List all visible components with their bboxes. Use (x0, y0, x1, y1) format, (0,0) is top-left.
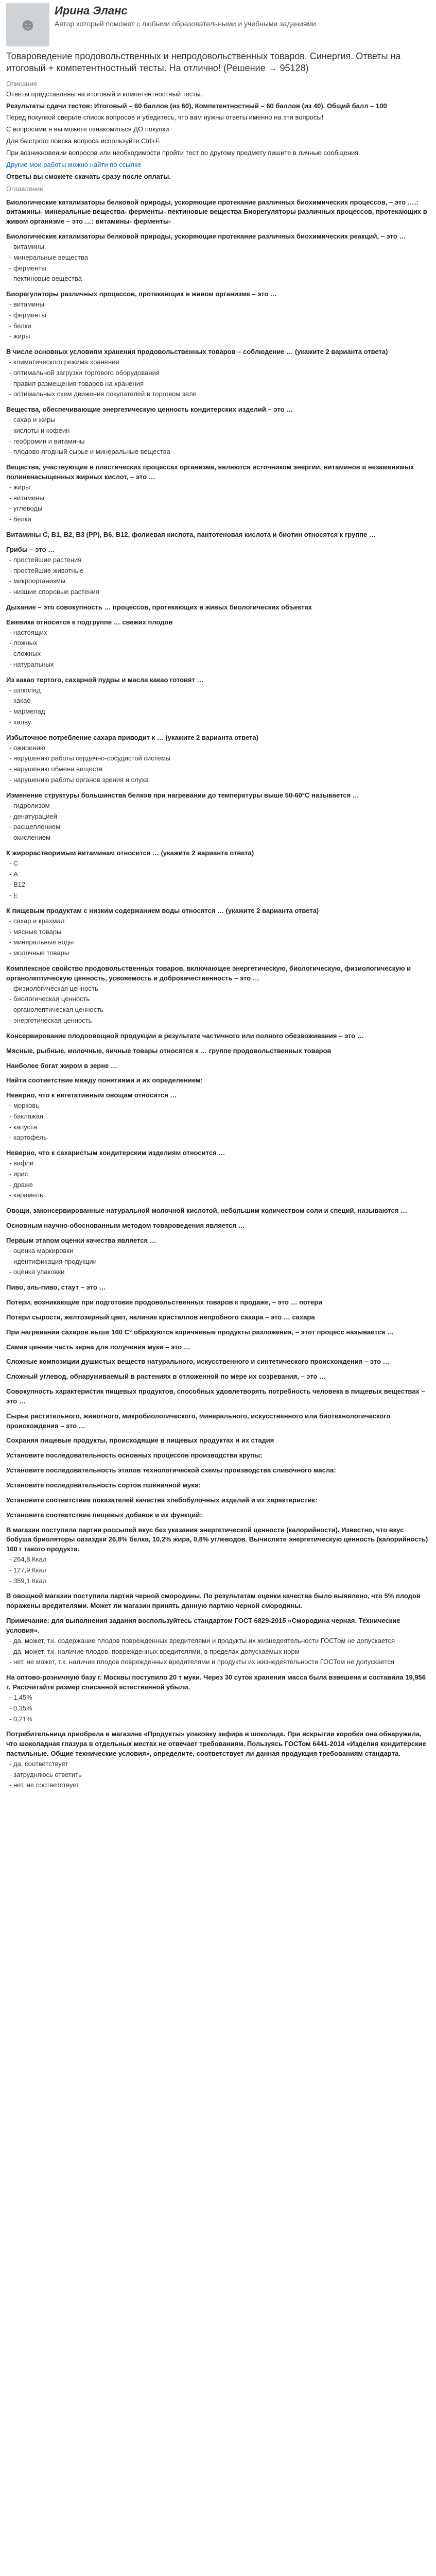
question-block (6, 1091, 430, 1143)
answer-option: - ожирению (6, 743, 430, 754)
question-text: Установите последовательность сортов пшеничной муки: (6, 1481, 201, 1489)
question-text: Установите соответствие показателей качества хлебобулочных изделий и их характеристик: (6, 1496, 318, 1504)
answer-option: - да, может, т.к. наличие плодов, поврежденных вредителями, в пределах допускаемых норм (6, 1647, 430, 1657)
question-text: Установите соответствие пищевых добавок и их функций: (6, 1511, 202, 1519)
answer-option: - жиры (6, 331, 430, 342)
answer-option: - нет, не соответствует (6, 1780, 430, 1791)
answer-option: - Е (6, 890, 430, 901)
answer-option: - энергетическая ценность (6, 1015, 430, 1026)
answer-option: - жиры (6, 482, 430, 493)
answer-option: - баклажан (6, 1111, 430, 1122)
question-text: Консервирование плодоовощной продукции в результате частичного или полного обезвоживания – это … (6, 1031, 364, 1040)
question-block (6, 232, 430, 284)
question-text: Установите последовательность основных процессов производства крупы: (6, 1451, 263, 1460)
question-text: Изменение структуры большинства белков при нагревании до температуры выше 50-60°С называется … (6, 791, 359, 799)
answer-option: - карамель (6, 1190, 430, 1201)
avatar[interactable]: ☻ (6, 3, 49, 46)
question-block (6, 198, 430, 227)
answer-option: - да, может, т.к. содержание плодов поврежденных вредителями и продукты их жизнедеятельности ГОСТом не допускается (6, 1636, 430, 1647)
answer-option: - биологическая ценность (6, 994, 430, 1005)
answer-option: - 127,9 Ккал (6, 1565, 430, 1576)
author-name[interactable]: Ирина Эланс (55, 4, 128, 17)
question-block (6, 1372, 430, 1382)
question-text: Примечание: для выполнения задания воспользуйтесь стандартом ГОСТ 6829-2015 «Смородина черная. Технические условия». (6, 1617, 400, 1634)
question-text: На оптово-розничную базу г. Москвы поступило 20 т муки. Через 30 суток хранения масса была взвешена и составила 19,956 т. Рассчитайте размер списанной естественной убыли. (6, 1673, 426, 1691)
question-text: К пищевым продуктам с низким содержанием воды относятся … (укажите 2 варианта ответа) (6, 906, 319, 914)
question-block (6, 1511, 430, 1520)
answer-option: - драже (6, 1180, 430, 1191)
question-text: Неверно, что к вегетативным овощам относится … (6, 1091, 177, 1099)
question-text: При нагревании сахаров выше 160 С° образуются коричневые продукты разложения, – этот процесс называется … (6, 1328, 394, 1336)
answer-option: - гидролизом (6, 801, 430, 811)
answer-option: - капуста (6, 1122, 430, 1133)
intro-line: Результаты сдачи тестов: Итоговый – 60 баллов (из 60), Компетентностный – 60 баллов (из 40). Общий балл – 100 (6, 101, 387, 110)
question-text: Установите последовательность этапов технологической схемы производства сливочного масла: (6, 1466, 336, 1475)
question-text: Сложный углевод, обнаруживаемый в растениях в отложенной по мере их созревания, – это … (6, 1372, 326, 1381)
answer-option: - белки (6, 514, 430, 525)
question-block (6, 1206, 430, 1216)
question-block (6, 1673, 430, 1724)
answer-option: - да, соответствует (6, 1759, 430, 1770)
question-block (6, 1328, 430, 1337)
answer-option: - ирис (6, 1169, 430, 1180)
answer-option: - шоколад (6, 685, 430, 696)
question-block (6, 1046, 430, 1056)
question-text: Сохраняя пищевые продукты, происходящие в пищевых продуктах и их стадия (6, 1436, 274, 1445)
description-label: Описание (6, 79, 37, 88)
question-text: Избыточное потребление сахара приводит к … (укажите 2 варианта ответа) (6, 733, 258, 741)
intro-line: При возникновении вопросов или необходимости пройти тест по другому предмету пишите в личные сообщения (6, 149, 359, 157)
question-block (6, 964, 430, 1026)
question-block (6, 1357, 430, 1367)
answer-option: - 0,21% (6, 1714, 430, 1725)
answer-option: - оценка упаковки (6, 1267, 430, 1278)
answer-option: - сахар и жиры (6, 415, 430, 426)
question-text: В овощной магазин поступила партия черной смородины. По результатам оценки качества было выявлено, что 5% плодов поражены вредителями. Может ли магазин принять данную партию черной смородины. (6, 1592, 421, 1610)
question-block (6, 1298, 430, 1308)
question-text: Потребительница приобрела в магазине «Продукты» упаковку зефира в шоколаде. При вскрытии коробки она обнаружила, что шоколадная глазура в отдельных местах не отвечает требованиям. Пользуясь ГОСТом 6441-2014 «Изделия кондитерские пастильные. Общие технические условия», определите, соответствует ли данная продукция требованиям стандарта. (6, 1730, 426, 1757)
question-block (6, 1076, 430, 1086)
answer-option: - В12 (6, 879, 430, 890)
questions-list (6, 198, 430, 1791)
answer-option: - мясные товары (6, 927, 430, 938)
answer-option: - 264,8 Ккал (6, 1554, 430, 1565)
question-block (6, 1343, 430, 1352)
answer-option: - витамины (6, 493, 430, 504)
question-block (6, 545, 430, 598)
question-block (6, 849, 430, 901)
answer-option: - настоящих (6, 628, 430, 638)
answer-option: - расщеплением (6, 822, 430, 833)
question-block (6, 1061, 430, 1071)
question-text: Пиво, эль-пиво, стаут – это … (6, 1283, 106, 1292)
intro-line: Ответы вы сможете скачать сразу после оплаты. (6, 172, 171, 180)
question-block (6, 1031, 430, 1041)
question-text: Из какао тертого, сахарной пудры и масла какао готовят … (6, 675, 204, 684)
question-block (6, 733, 430, 786)
answer-option: - А (6, 869, 430, 880)
question-block (6, 1436, 430, 1446)
question-text: Наиболее богат жиром в зерне … (6, 1061, 117, 1070)
question-block (6, 1221, 430, 1231)
question-block (6, 1148, 430, 1201)
answer-option: - правил размещения товаров на хранения (6, 379, 430, 389)
question-text: Биорегуляторы различных процессов, протекающих в живом организме – это … (6, 290, 277, 298)
answer-option: - нарушению работы органов зрения и слуха (6, 775, 430, 786)
question-block (6, 791, 430, 843)
question-text: Овощи, законсервированные натуральной молочной кислотой, небольшим количеством соли и специй, называются … (6, 1207, 407, 1215)
answer-option: - морковь (6, 1100, 430, 1111)
intro-link-line[interactable]: Другие мои работы можно найти по ссылке (6, 160, 142, 168)
question-text: Вещества, участвующие в пластических процессах организма, являются источником энергии, витаминов и незаменимых полиненасыщенных жирных кислот, – это … (6, 463, 414, 481)
answer-option: - идентификация продукции (6, 1257, 430, 1267)
question-text: Комплексное свойство продовольственных товаров, включающее энергетическую, биологическую, физиологическую и органолептическую ценность, усвояемость и доброкачественность – это … (6, 964, 411, 982)
question-block (6, 1616, 430, 1668)
answer-option: - микроорганизмы (6, 576, 430, 587)
question-block (6, 1387, 430, 1406)
question-block (6, 1526, 430, 1587)
answer-option: - витамины (6, 299, 430, 310)
answer-option: - какао (6, 696, 430, 706)
answer-option: - сложных (6, 649, 430, 659)
question-text: Сырье растительного, животного, микробиологического, минерального, искусственного или биотехнологического происхождения – это … (6, 1412, 391, 1430)
answer-option: - С (6, 858, 430, 869)
answer-option: - 359,1 Ккал (6, 1576, 430, 1587)
answer-option: - простейшие животные (6, 566, 430, 577)
question-text: Мясные, рыбные, молочные, яичные товары относятся к … группе продовольственных товаров (6, 1046, 332, 1055)
answer-option: - нет, не может, т.к. наличие плодов поврежденных вредителями и продукты их жизнедеятельности ГОСТом не допускается (6, 1657, 430, 1668)
answer-option: - халву (6, 717, 430, 728)
answer-option: - низшие споровые растения (6, 587, 430, 598)
answer-option: - пектиновые вещества (6, 274, 430, 284)
answer-option: - витамины (6, 242, 430, 252)
question-block (6, 347, 430, 400)
author-info (55, 3, 316, 29)
answer-option: - ферменты (6, 310, 430, 321)
intro-line: Ответы представлены на итоговый и компетентностный тесты. (6, 90, 203, 98)
question-block (6, 1466, 430, 1476)
question-text: Потери сырости, желтозерный цвет, наличие кристаллов непробного сахара – это … сахара (6, 1313, 315, 1321)
question-block (6, 290, 430, 342)
intro-line: Перед покупкой сверьте список вопросов и убедитесь, что вам нужны ответы именно на эти вопросы! (6, 113, 324, 122)
answer-option: - вафли (6, 1158, 430, 1169)
answer-option: - оценка маркировки (6, 1246, 430, 1257)
question-block (6, 906, 430, 959)
answer-option: - окислением (6, 833, 430, 843)
question-text: Биологические катализаторы белковой природы, ускоряющие протекание различных биохимических реакций, – это … (6, 232, 406, 241)
answer-option: - ложных (6, 638, 430, 649)
answer-option: - минеральные вещества (6, 252, 430, 263)
question-text: Дыхание – это совокупность … процессов, протекающих в живых биологических объектах (6, 603, 312, 611)
answer-option: - нарушению работы сердечно-сосудистой системы (6, 753, 430, 764)
answer-option: - климатического режима хранения (6, 357, 430, 368)
author-card (6, 3, 430, 46)
answer-option: - оптимальных схем движения покупателей в торговом зале (6, 389, 430, 400)
answer-option: - денатурацией (6, 811, 430, 822)
answer-option: - минеральные воды (6, 937, 430, 948)
question-block (6, 675, 430, 728)
author-description: Автор который поможет с любыми образовательными и учебными заданиями (55, 20, 316, 28)
question-text: Ежевика относится к подгруппе … свежих плодов (6, 618, 173, 626)
contents-label: Оглавление (6, 184, 44, 193)
answer-option: - органолептическая ценность (6, 1005, 430, 1015)
answer-option: - сахар и крахмал (6, 916, 430, 927)
question-text: В магазин поступила партия россыпей вкус без указания энергетической ценности (калорийности). Известно, что вкус бобуша бриоляторы оазаздки 26,8% белка, 10,2% жира, 0,8% углеводов. Вычислите энергетическую ценность (калорийность) 100 г такого продукта. (6, 1526, 428, 1553)
question-block (6, 405, 430, 457)
answer-option: - натуральных (6, 659, 430, 670)
question-block (6, 463, 430, 525)
answer-option: - молочные товары (6, 948, 430, 959)
answer-option: - геобромин и витамины (6, 436, 430, 447)
question-text: Сложные композиции душистых веществ натурального, искусственного и синтетического происхождения – это … (6, 1358, 390, 1366)
question-text: Совокупность характеристик пищевых продуктов, способных удовлетворять потребность человека в пищевых веществах – это … (6, 1387, 425, 1405)
question-block (6, 1283, 430, 1293)
question-text: Биологические катализаторы белковой природы, ускоряющие протекание различных биохимических процессов, – это ….: витамины- минеральные вещества- ферменты- пектиновые вещества Биорегуляторы различных процессов, протекающих в живом организме – это …: витамины- ферменты- (6, 198, 427, 226)
question-block (6, 1481, 430, 1490)
question-text: Самая ценная часть зерна для получения муки – это … (6, 1343, 190, 1351)
question-block (6, 618, 430, 670)
question-block (6, 603, 430, 613)
question-text: В числе основных условиям хранения продовольственных товаров – соблюдение … (укажите 2 варианта ответа) (6, 348, 388, 356)
question-text: Неверно, что к сахаристым кондитерским изделиям относится … (6, 1149, 225, 1157)
question-text: Грибы – это … (6, 545, 55, 553)
answer-option: - белки (6, 321, 430, 332)
question-block (6, 1496, 430, 1505)
question-text: Вещества, обеспечивающие энергетическую ценность кондитерских изделий – это … (6, 405, 293, 414)
question-block (6, 530, 430, 540)
question-block (6, 1451, 430, 1461)
answer-option: - оптимальной загрузки торгового оборудования (6, 368, 430, 379)
question-text: Первым этапом оценки качества является … (6, 1236, 156, 1244)
answer-option: - ферменты (6, 263, 430, 274)
intro-block (6, 90, 430, 182)
answer-option: - углеводы (6, 503, 430, 514)
answer-option: - картофель (6, 1132, 430, 1143)
question-block (6, 1313, 430, 1323)
answer-option: - 1,45% (6, 1692, 430, 1703)
answer-option: - затрудняюсь ответить (6, 1770, 430, 1781)
question-block (6, 1591, 430, 1611)
answer-option: - нарушению обмена веществ (6, 764, 430, 775)
answer-option: - плодово-ягодный сырье и минеральные вещества (6, 447, 430, 457)
page-title: Товароведение продовольственных и непродовольственных товаров. Синергия. Ответы на итоговый + компетентностный тесты. На отлично! (Решение → 95128) (6, 51, 401, 74)
answer-option: - мармелад (6, 706, 430, 717)
answer-option: - 0,35% (6, 1703, 430, 1714)
question-text: Найти соответствие между понятиями и их определением: (6, 1076, 203, 1084)
answer-option: - кислоты и кофеин (6, 426, 430, 436)
question-text: Витамины C, B1, B2, B3 (PP), B6, B12, фолиевая кислота, пантотеновая кислота и биотин относятся к группе … (6, 531, 376, 539)
question-text: Потери, возникающие при подготовке продовольственных товаров к продаже, – это … потери (6, 1298, 323, 1307)
intro-line: С вопросами я вы можете ознакомиться ДО покупки. (6, 125, 171, 133)
question-block (6, 1412, 430, 1431)
answer-option: - простейшие растения (6, 555, 430, 566)
question-block (6, 1730, 430, 1791)
question-block (6, 1236, 430, 1278)
question-text: К жирорастворимым витаминам относится … (укажите 2 варианта ответа) (6, 849, 254, 857)
intro-line: Для быстрого поиска вопроса используйте Ctrl+F. (6, 137, 161, 145)
question-text: Основным научно-обоснованным методом товароведения является … (6, 1222, 245, 1230)
answer-option: - физиологическая ценность (6, 984, 430, 994)
